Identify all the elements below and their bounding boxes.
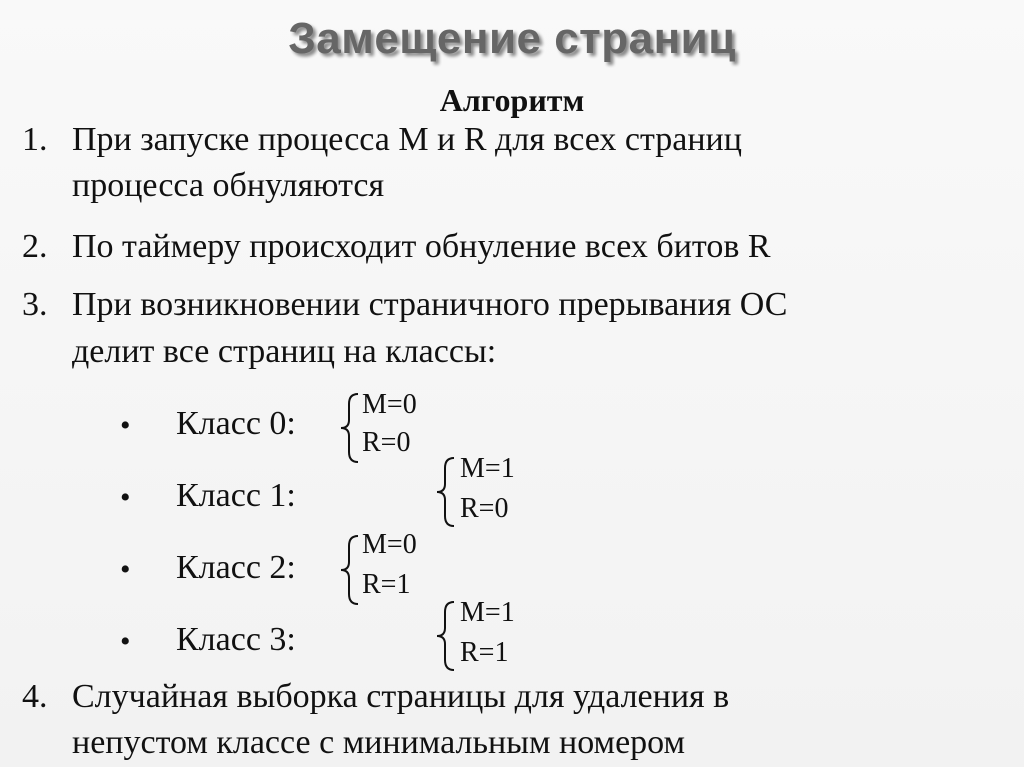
step-text-line: По таймеру происходит обнуление всех битов R: [72, 228, 771, 265]
step-text-line: непустом классе с минимальным номером: [72, 724, 686, 761]
bullet: •: [120, 553, 131, 586]
r-value: R=1: [460, 637, 509, 668]
brace-icon: [434, 456, 458, 528]
r-value: R=1: [362, 569, 411, 600]
r-value: R=0: [362, 427, 411, 458]
step-text-line: делит все страниц на классы:: [72, 333, 497, 370]
step-number: 2.: [22, 228, 48, 265]
step-text-line: При возникновении страничного прерывания ОС: [72, 286, 788, 323]
bullet: •: [120, 481, 131, 514]
step-text-line: Случайная выборка страницы для удаления в: [72, 678, 730, 715]
step-text-line: При запуске процесса M и R для всех страниц: [72, 121, 742, 158]
class-label: Класс 0:: [176, 405, 296, 442]
r-value: R=0: [460, 493, 509, 524]
m-value: M=0: [362, 529, 417, 560]
class-label: Класс 1:: [176, 477, 296, 514]
step-number: 4.: [22, 678, 48, 715]
step-text-line: процесса обнуляются: [72, 167, 385, 204]
slide-title: Замещение страниц: [288, 14, 736, 63]
step-number: 3.: [22, 286, 48, 323]
brace-icon: [434, 600, 458, 672]
bullet: •: [120, 409, 131, 442]
class-label: Класс 3:: [176, 621, 296, 658]
m-value: M=0: [362, 389, 417, 420]
bullet: •: [120, 625, 131, 658]
step-number: 1.: [22, 121, 48, 158]
class-label: Класс 2:: [176, 549, 296, 586]
m-value: M=1: [460, 597, 515, 628]
brace-icon: [338, 534, 362, 606]
slide-subtitle: Алгоритм: [439, 82, 585, 118]
brace-icon: [338, 392, 362, 464]
m-value: M=1: [460, 453, 515, 484]
